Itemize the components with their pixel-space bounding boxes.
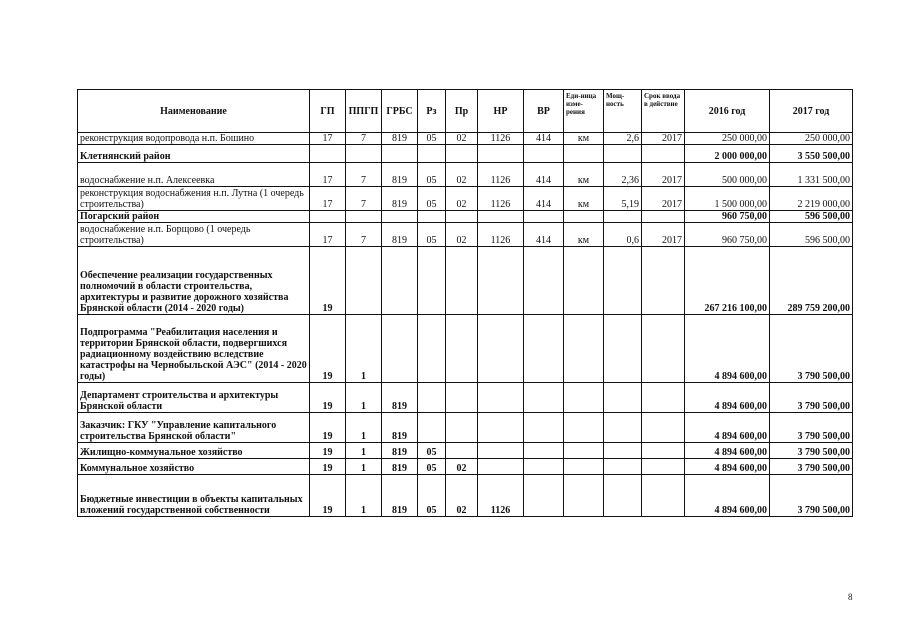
cell-unit: км <box>564 223 604 247</box>
cell-y2017: 3 790 500,00 <box>770 315 853 383</box>
cell-unit <box>564 211 604 223</box>
cell-ppgp: 1 <box>346 459 382 475</box>
cell-term <box>642 247 685 315</box>
cell-y2017: 2 219 000,00 <box>770 187 853 211</box>
cell-gp: 19 <box>310 413 346 443</box>
cell-rz <box>418 145 446 163</box>
cell-y2017: 289 759 200,00 <box>770 247 853 315</box>
table-row <box>78 413 853 443</box>
col-header-unit: Еди-ница изме-рения <box>564 90 604 133</box>
cell-grbs <box>382 247 418 315</box>
cell-power <box>604 383 642 413</box>
cell-term <box>642 211 685 223</box>
cell-vr <box>524 211 564 223</box>
cell-gp: 19 <box>310 443 346 459</box>
cell-nr <box>478 145 524 163</box>
table-row <box>78 133 853 145</box>
cell-nr <box>478 443 524 459</box>
cell-grbs: 819 <box>382 443 418 459</box>
cell-name: Жилищно-коммунальное хозяйство <box>78 443 310 459</box>
cell-name: Клетнянский район <box>78 145 310 163</box>
cell-unit <box>564 443 604 459</box>
col-header-2017: 2017 год <box>770 90 853 133</box>
cell-name: реконструкция водоснабжения н.п. Лутна (1 очередь строительства) <box>78 187 310 211</box>
col-header-name: Наименование <box>78 90 310 133</box>
cell-nr: 1126 <box>478 133 524 145</box>
cell-ppgp: 7 <box>346 133 382 145</box>
cell-ppgp: 7 <box>346 223 382 247</box>
cell-unit <box>564 413 604 443</box>
cell-grbs: 819 <box>382 163 418 187</box>
cell-y2017: 3 790 500,00 <box>770 443 853 459</box>
cell-pr <box>446 443 478 459</box>
cell-ppgp: 7 <box>346 187 382 211</box>
cell-gp: 19 <box>310 247 346 315</box>
col-header-gp: ГП <box>310 90 346 133</box>
cell-gp: 19 <box>310 383 346 413</box>
cell-term: 2017 <box>642 133 685 145</box>
cell-power: 2,6 <box>604 133 642 145</box>
cell-nr: 1126 <box>478 475 524 517</box>
cell-vr <box>524 315 564 383</box>
table-row <box>78 211 853 223</box>
table-row <box>78 383 853 413</box>
page-number: 8 <box>848 592 853 602</box>
cell-term <box>642 383 685 413</box>
cell-gp <box>310 145 346 163</box>
cell-ppgp: 1 <box>346 413 382 443</box>
cell-rz <box>418 315 446 383</box>
cell-power <box>604 475 642 517</box>
cell-grbs: 819 <box>382 459 418 475</box>
cell-rz <box>418 413 446 443</box>
cell-gp: 19 <box>310 475 346 517</box>
cell-rz <box>418 211 446 223</box>
cell-y2017: 250 000,00 <box>770 133 853 145</box>
cell-rz: 05 <box>418 475 446 517</box>
cell-pr: 02 <box>446 163 478 187</box>
cell-grbs: 819 <box>382 187 418 211</box>
cell-ppgp: 1 <box>346 315 382 383</box>
cell-term: 2017 <box>642 163 685 187</box>
cell-ppgp: 1 <box>346 475 382 517</box>
cell-grbs: 819 <box>382 475 418 517</box>
cell-rz: 05 <box>418 187 446 211</box>
cell-power <box>604 211 642 223</box>
cell-term <box>642 459 685 475</box>
cell-pr <box>446 211 478 223</box>
cell-name: Заказчик: ГКУ "Управление капитального строительства Брянской области" <box>78 413 310 443</box>
cell-y2017: 3 790 500,00 <box>770 475 853 517</box>
cell-pr: 02 <box>446 187 478 211</box>
cell-nr: 1126 <box>478 187 524 211</box>
cell-nr <box>478 459 524 475</box>
cell-nr <box>478 247 524 315</box>
cell-grbs <box>382 315 418 383</box>
cell-vr <box>524 443 564 459</box>
table-row <box>78 223 853 247</box>
cell-y2017: 1 331 500,00 <box>770 163 853 187</box>
cell-vr: 414 <box>524 223 564 247</box>
table-row <box>78 315 853 383</box>
cell-name: Погарский район <box>78 211 310 223</box>
cell-rz: 05 <box>418 223 446 247</box>
table-row <box>78 459 853 475</box>
cell-name: реконструкция водопровода н.п. Бошино <box>78 133 310 145</box>
cell-grbs: 819 <box>382 223 418 247</box>
cell-vr <box>524 145 564 163</box>
cell-pr <box>446 315 478 383</box>
table-row <box>78 247 853 315</box>
table-row <box>78 187 853 211</box>
cell-gp: 17 <box>310 133 346 145</box>
cell-grbs: 819 <box>382 383 418 413</box>
cell-gp: 19 <box>310 459 346 475</box>
cell-vr <box>524 475 564 517</box>
cell-vr: 414 <box>524 187 564 211</box>
cell-ppgp: 1 <box>346 443 382 459</box>
cell-unit <box>564 145 604 163</box>
col-header-vr: ВР <box>524 90 564 133</box>
cell-y2016: 4 894 600,00 <box>685 475 770 517</box>
cell-grbs <box>382 211 418 223</box>
cell-term <box>642 315 685 383</box>
cell-vr <box>524 383 564 413</box>
cell-y2016: 960 750,00 <box>685 211 770 223</box>
cell-y2016: 960 750,00 <box>685 223 770 247</box>
cell-vr <box>524 459 564 475</box>
cell-gp <box>310 211 346 223</box>
cell-rz: 05 <box>418 443 446 459</box>
cell-pr: 02 <box>446 459 478 475</box>
cell-power: 5,19 <box>604 187 642 211</box>
cell-unit: км <box>564 187 604 211</box>
cell-vr <box>524 247 564 315</box>
cell-pr: 02 <box>446 475 478 517</box>
table-row <box>78 443 853 459</box>
cell-pr: 02 <box>446 223 478 247</box>
cell-name: Подпрограмма "Реабилитация населения и территории Брянской области, подвергшихся радиационному воздействию вследствие катастрофы на Чернобыльской АЭС" (2014 - 2020 годы) <box>78 315 310 383</box>
cell-y2016: 1 500 000,00 <box>685 187 770 211</box>
cell-term: 2017 <box>642 187 685 211</box>
cell-y2017: 3 790 500,00 <box>770 383 853 413</box>
cell-pr: 02 <box>446 133 478 145</box>
cell-rz: 05 <box>418 163 446 187</box>
col-header-grbs: ГРБС <box>382 90 418 133</box>
cell-term <box>642 413 685 443</box>
cell-power <box>604 413 642 443</box>
cell-y2016: 4 894 600,00 <box>685 315 770 383</box>
cell-y2017: 596 500,00 <box>770 211 853 223</box>
cell-unit <box>564 315 604 383</box>
cell-unit <box>564 459 604 475</box>
cell-unit: км <box>564 163 604 187</box>
cell-name: Обеспечение реализации государственных полномочий в области строительства, архитектуры и развитие дорожного хозяйства Брянской области (2014 - 2020 годы) <box>78 247 310 315</box>
cell-name: водоснабжение н.п. Борщово (1 очередь строительства) <box>78 223 310 247</box>
table-row <box>78 163 853 187</box>
cell-grbs: 819 <box>382 413 418 443</box>
cell-y2016: 500 000,00 <box>685 163 770 187</box>
cell-y2016: 4 894 600,00 <box>685 459 770 475</box>
cell-y2016: 4 894 600,00 <box>685 383 770 413</box>
col-header-2016: 2016 год <box>685 90 770 133</box>
table-row <box>78 475 853 517</box>
cell-gp: 17 <box>310 187 346 211</box>
cell-term <box>642 475 685 517</box>
cell-y2016: 250 000,00 <box>685 133 770 145</box>
cell-nr: 1126 <box>478 223 524 247</box>
cell-y2017: 3 790 500,00 <box>770 413 853 443</box>
cell-name: Департамент строительства и архитектуры Брянской области <box>78 383 310 413</box>
cell-ppgp <box>346 247 382 315</box>
cell-gp: 17 <box>310 163 346 187</box>
cell-name: Коммунальное хозяйство <box>78 459 310 475</box>
cell-unit <box>564 383 604 413</box>
cell-gp: 17 <box>310 223 346 247</box>
cell-rz <box>418 383 446 413</box>
col-header-rz: Рз <box>418 90 446 133</box>
cell-name: водоснабжение н.п. Алексеевка <box>78 163 310 187</box>
cell-y2016: 267 216 100,00 <box>685 247 770 315</box>
cell-unit: км <box>564 133 604 145</box>
cell-y2016: 4 894 600,00 <box>685 413 770 443</box>
cell-grbs <box>382 145 418 163</box>
cell-y2017: 3 550 500,00 <box>770 145 853 163</box>
cell-power <box>604 459 642 475</box>
cell-y2017: 596 500,00 <box>770 223 853 247</box>
cell-power <box>604 315 642 383</box>
cell-power <box>604 443 642 459</box>
table-body <box>78 133 853 517</box>
cell-vr: 414 <box>524 133 564 145</box>
cell-power <box>604 145 642 163</box>
cell-nr <box>478 383 524 413</box>
cell-pr <box>446 247 478 315</box>
cell-power: 2,36 <box>604 163 642 187</box>
cell-vr: 414 <box>524 163 564 187</box>
cell-ppgp <box>346 145 382 163</box>
cell-y2016: 4 894 600,00 <box>685 443 770 459</box>
cell-term: 2017 <box>642 223 685 247</box>
cell-term <box>642 145 685 163</box>
table-header <box>78 90 853 133</box>
col-header-term: Срок ввода в действие <box>642 90 685 133</box>
cell-nr <box>478 211 524 223</box>
cell-unit <box>564 475 604 517</box>
cell-name: Бюджетные инвестиции в объекты капитальных вложений государственной собственности <box>78 475 310 517</box>
cell-pr <box>446 145 478 163</box>
col-header-nr: НР <box>478 90 524 133</box>
cell-pr <box>446 413 478 443</box>
col-header-pr: Пр <box>446 90 478 133</box>
cell-rz <box>418 247 446 315</box>
cell-y2017: 3 790 500,00 <box>770 459 853 475</box>
cell-vr <box>524 413 564 443</box>
cell-rz: 05 <box>418 133 446 145</box>
col-header-ppgp: ППГП <box>346 90 382 133</box>
cell-power: 0,6 <box>604 223 642 247</box>
cell-grbs: 819 <box>382 133 418 145</box>
cell-nr <box>478 315 524 383</box>
cell-ppgp <box>346 211 382 223</box>
cell-pr <box>446 383 478 413</box>
cell-power <box>604 247 642 315</box>
budget-table <box>77 89 853 517</box>
cell-ppgp: 7 <box>346 163 382 187</box>
cell-y2016: 2 000 000,00 <box>685 145 770 163</box>
cell-unit <box>564 247 604 315</box>
cell-term <box>642 443 685 459</box>
cell-nr <box>478 413 524 443</box>
cell-rz: 05 <box>418 459 446 475</box>
cell-gp: 19 <box>310 315 346 383</box>
col-header-power: Мощ-ность <box>604 90 642 133</box>
table-row <box>78 145 853 163</box>
cell-ppgp: 1 <box>346 383 382 413</box>
cell-nr: 1126 <box>478 163 524 187</box>
